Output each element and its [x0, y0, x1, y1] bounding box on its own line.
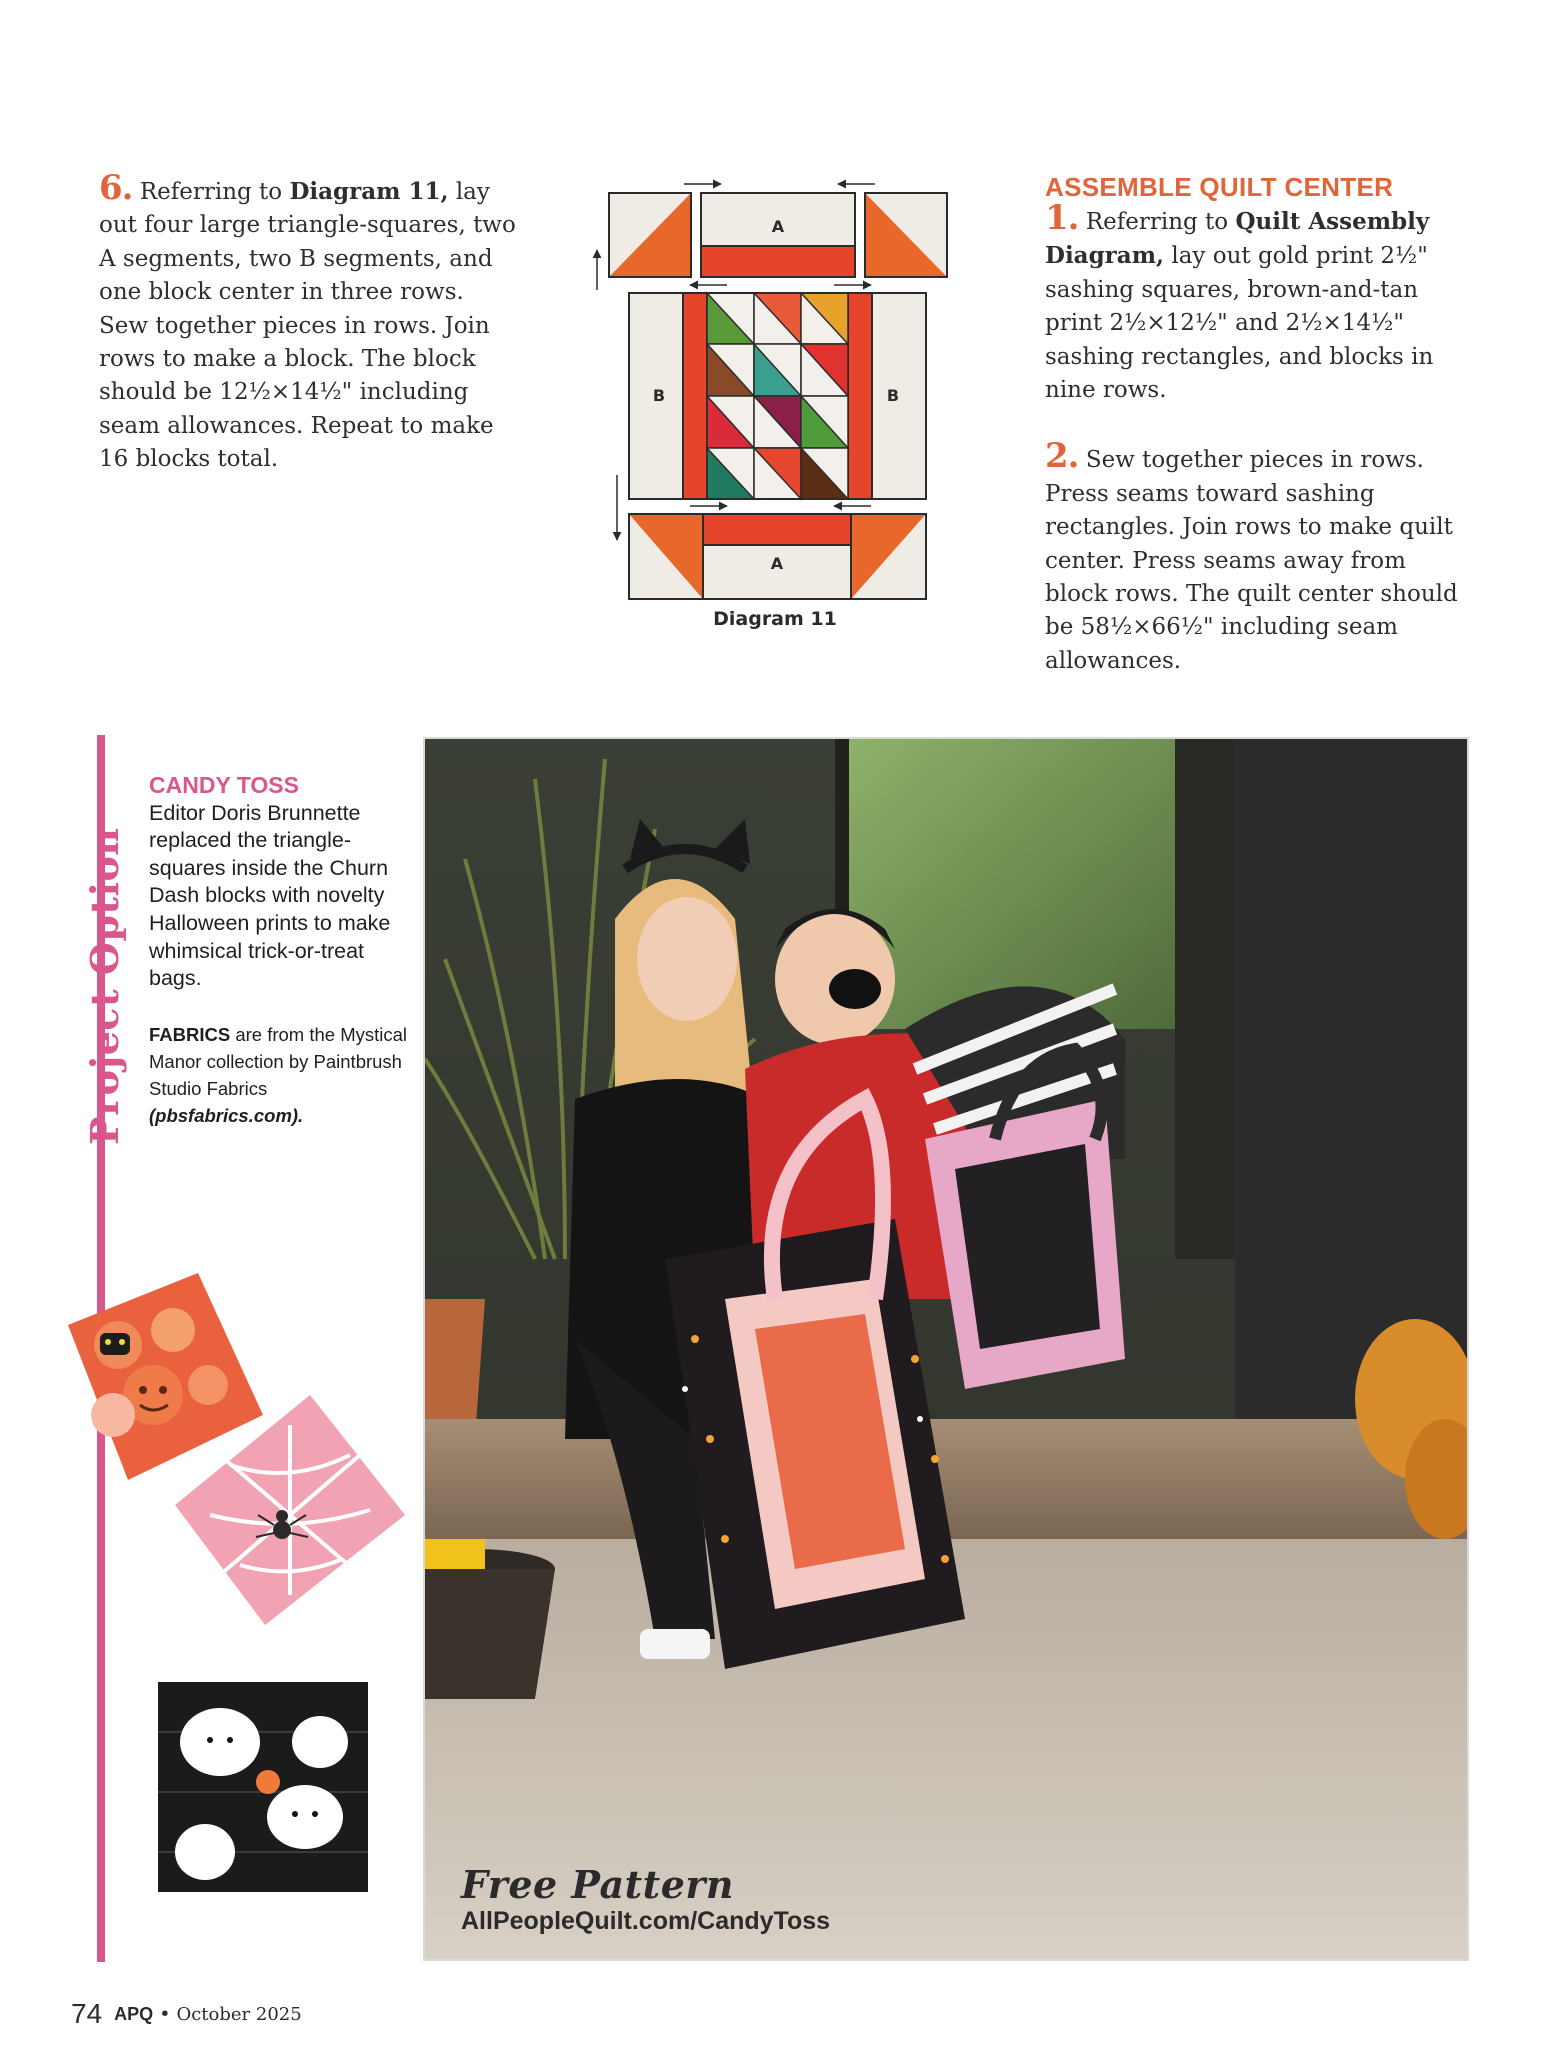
step-number: 6.	[99, 168, 133, 208]
middle-row	[629, 293, 926, 499]
step-text: Sew together pieces in rows. Press seams toward sashing rectangles. Join rows to make quilt center. Press seams away from block rows. The quilt center should be 58¹⁄₂×66¹⁄₂" including seam allowances.	[1045, 447, 1458, 674]
step-text-pre: Referring to	[1085, 209, 1236, 235]
label-b-left: B	[652, 386, 666, 405]
free-pattern-url[interactable]: AllPeopleQuilt.com/CandyToss	[461, 1907, 831, 1935]
page-number: 74	[71, 1998, 103, 2029]
candy-toss-title: CANDY TOSS	[149, 772, 299, 798]
fabrics-url: (pbsfabrics.com).	[149, 1104, 304, 1126]
photo-illustration	[425, 739, 1467, 1959]
page-footer	[71, 1998, 302, 2030]
step-text-pre: Referring to	[139, 179, 290, 205]
assemble-step-1	[1045, 198, 1475, 407]
candy-toss-sidebar	[149, 772, 419, 1129]
step-text: lay out gold print 2¹⁄₂" sashing squares, brown-and-tan print 2¹⁄₂×12¹⁄₂" and 2¹⁄₂×14¹⁄₂" sashing rectangles, and blocks in nine rows.	[1045, 243, 1434, 404]
candy-toss-photo	[423, 737, 1469, 1961]
step-6-paragraph	[99, 168, 519, 477]
issue-date: October 2025	[176, 2004, 302, 2025]
block-center	[707, 293, 848, 499]
fabric-swatch-ghosts	[150, 1672, 380, 1902]
candy-toss-body: Editor Doris Brunnette replaced the triangle-squares inside the Churn Dash blocks with novelty Halloween prints to make whimsical trick-or-treat bags.	[149, 800, 391, 991]
diagram-caption: Diagram 11	[713, 608, 837, 630]
step-text: lay out four large triangle-squares, two A segments, two B segments, and one block center in three rows. Sew together pieces in rows. Join rows to make a block. The block should be 12¹⁄₂×14¹⁄₂" including seam allowances. Repeat to make 16 blocks total.	[99, 179, 516, 473]
assemble-heading: ASSEMBLE QUILT CENTER	[1045, 172, 1394, 202]
label-a-top: A	[771, 217, 785, 236]
fabrics-lead: FABRICS	[149, 1023, 231, 1045]
free-pattern-title: Free Pattern	[461, 1862, 735, 1907]
quilt-assembly-reference: Quilt Assembly Diagram,	[1045, 208, 1430, 270]
label-b-right: B	[886, 386, 900, 405]
segment-b-right-bar	[848, 293, 872, 499]
label-a-bottom: A	[770, 554, 784, 573]
fabrics-text: are from the Mystical Manor collection by Paintbrush Studio Fabrics	[149, 1023, 408, 1099]
fabric-swatch-spiderweb	[170, 1385, 410, 1630]
assemble-section	[1045, 172, 1475, 678]
step-number: 2.	[1045, 436, 1079, 477]
flower-pot	[425, 1299, 485, 1439]
assemble-step-2	[1045, 436, 1475, 678]
project-option-label: Project Option	[82, 827, 127, 1145]
magazine-name: APQ	[114, 2004, 154, 2024]
diagram-reference: Diagram 11,	[289, 178, 449, 205]
footer-separator: •	[153, 2003, 177, 2025]
free-pattern-callout	[461, 1864, 830, 1936]
step-number: 1.	[1045, 198, 1079, 238]
fabrics-credit	[149, 1021, 419, 1129]
diagram-11	[585, 170, 955, 640]
segment-b-left-bar	[683, 293, 707, 499]
